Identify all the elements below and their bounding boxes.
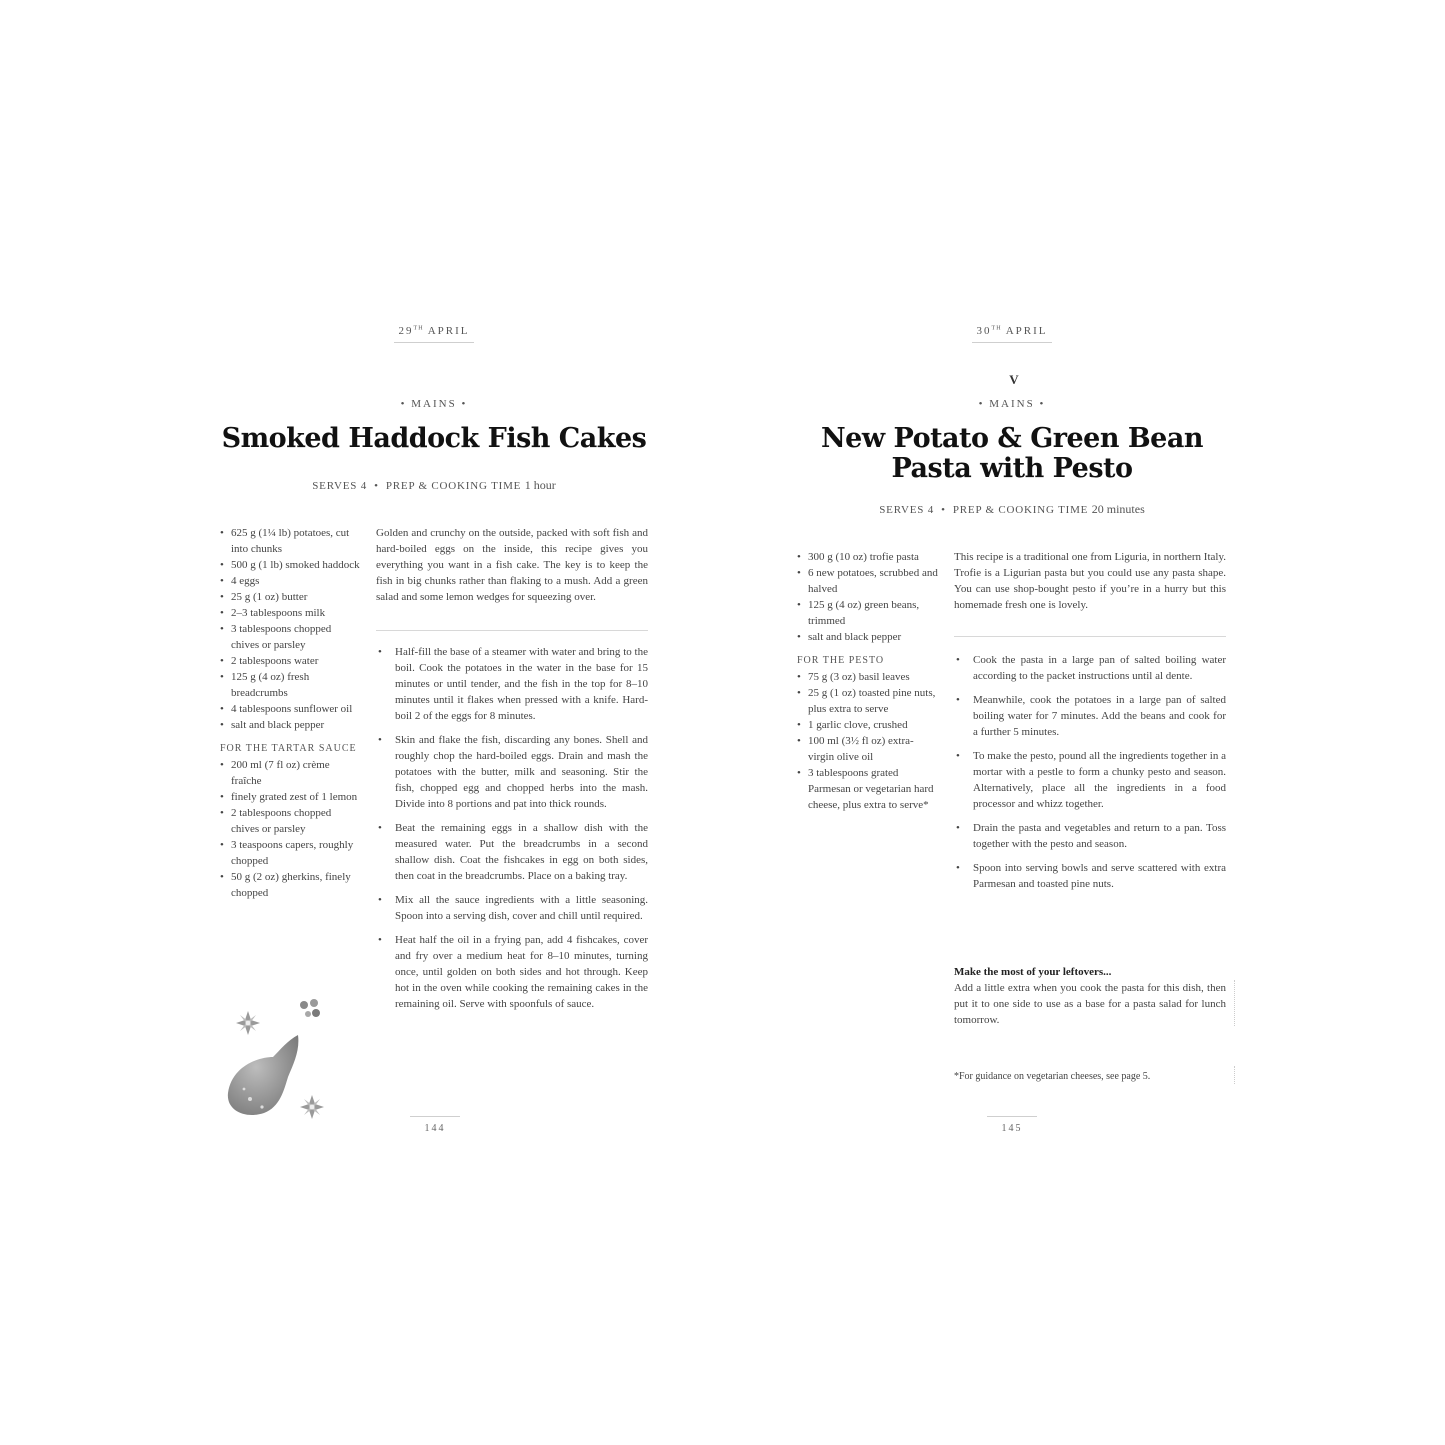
right-meta-separator: • bbox=[941, 504, 946, 516]
ingredient-item: • 625 g (1¼ lb) potatoes, cut into chunks bbox=[220, 525, 360, 557]
ingredient-item: • 25 g (1 oz) butter bbox=[220, 589, 360, 605]
left-recipe-meta bbox=[250, 478, 618, 493]
left-serves: SERVES 4 bbox=[312, 480, 367, 492]
ingredient-item: • 2 tablespoons water bbox=[220, 653, 360, 669]
right-time-value: 20 minutes bbox=[1091, 502, 1145, 516]
left-date-rule bbox=[394, 342, 474, 343]
tartar-sauce-heading: FOR THE TARTAR SAUCE bbox=[220, 743, 357, 754]
right-method-column bbox=[954, 652, 1226, 900]
right-title-line-2: Pasta with Pesto bbox=[891, 453, 1133, 484]
leftovers-box bbox=[954, 964, 1226, 1028]
ingredient-item: • 500 g (1 lb) smoked haddock bbox=[220, 557, 360, 573]
right-intro-rule bbox=[954, 636, 1226, 637]
tartar-sauce-ingredient-list bbox=[220, 757, 360, 901]
ingredient-item: • 125 g (4 oz) fresh breadcrumbs bbox=[220, 669, 360, 701]
ingredient-item: • 3 tablespoons grated Parmesan or vegetarian hard cheese, plus extra to serve* bbox=[797, 765, 939, 813]
flower-icon bbox=[300, 1095, 324, 1119]
ingredient-item: • 200 ml (7 fl oz) crème fraîche bbox=[220, 757, 360, 789]
pesto-ingredient-list bbox=[797, 669, 939, 813]
left-method-list bbox=[376, 644, 648, 1012]
right-date-rule bbox=[972, 342, 1052, 343]
left-time-label: PREP & COOKING TIME bbox=[385, 480, 522, 492]
ingredient-item: • 4 tablespoons sunflower oil bbox=[220, 701, 360, 717]
ingredient-item: • 4 eggs bbox=[220, 573, 360, 589]
right-page-number: 145 bbox=[1001, 1123, 1023, 1134]
right-date-suffix: TH bbox=[991, 325, 1002, 332]
left-date-month: APRIL bbox=[427, 325, 470, 337]
ingredient-item: • 3 teaspoons capers, roughly chopped bbox=[220, 837, 360, 869]
method-step: • Drain the pasta and vegetables and return to a pan. Toss together with the pesto and season. bbox=[954, 820, 1226, 852]
right-date-day: 30 bbox=[976, 325, 992, 337]
left-category: • MAINS • bbox=[400, 398, 468, 410]
ingredient-item: • 75 g (3 oz) basil leaves bbox=[797, 669, 939, 685]
right-serves: SERVES 4 bbox=[879, 504, 934, 516]
pear-and-flowers-illustration bbox=[218, 995, 338, 1125]
method-step: • Mix all the sauce ingredients with a little seasoning. Spoon into a serving dish, cover and chill until required. bbox=[376, 892, 648, 924]
ingredient-item: • 1 garlic clove, crushed bbox=[797, 717, 939, 733]
vegetarian-badge: V bbox=[1009, 372, 1019, 387]
ingredient-item: • 2–3 tablespoons milk bbox=[220, 605, 360, 621]
leftovers-text: Add a little extra when you cook the pasta for this dish, then put it to one side to use as a base for a pasta salad for lunch tomorrow. bbox=[954, 982, 1226, 1026]
method-step: • Cook the pasta in a large pan of salted boiling water according to the packet instructions until al dente. bbox=[954, 652, 1226, 684]
right-folio-rule bbox=[987, 1116, 1037, 1117]
method-step: • Skin and flake the fish, discarding any bones. Shell and roughly chop the hard-boiled eggs. Drain and mash the potatoes with the butter, milk and seasoning. Stir the fish, chopped egg and chopped herbs into the mash. Divide into 8 portions and pat into thick rounds. bbox=[376, 732, 648, 812]
right-recipe-title bbox=[770, 424, 1254, 484]
ingredient-item: • salt and black pepper bbox=[797, 629, 939, 645]
leftovers-side-rule bbox=[1234, 980, 1236, 1026]
footnote-side-rule bbox=[1234, 1066, 1236, 1084]
berries-icon bbox=[300, 999, 320, 1017]
method-step: • Spoon into serving bowls and serve scattered with extra Parmesan and toasted pine nuts. bbox=[954, 860, 1226, 892]
left-ingredients-column bbox=[220, 525, 360, 901]
ingredient-item: • salt and black pepper bbox=[220, 717, 360, 733]
ingredient-item: • 50 g (2 oz) gherkins, finely chopped bbox=[220, 869, 360, 901]
method-step: • To make the pesto, pound all the ingredients together in a mortar with a pestle to form a chunky pesto and season. Alternatively, place all the ingredients in a food processor and whizz together. bbox=[954, 748, 1226, 812]
leftovers-title: Make the most of your leftovers... bbox=[954, 966, 1112, 978]
ingredient-item: • 125 g (4 oz) green beans, trimmed bbox=[797, 597, 939, 629]
ingredient-item: • 100 ml (3½ fl oz) extra-virgin olive oil bbox=[797, 733, 939, 765]
flower-icon bbox=[236, 1011, 260, 1035]
right-date-month: APRIL bbox=[1005, 325, 1048, 337]
method-step: • Beat the remaining eggs in a shallow dish with the measured water. Put the breadcrumbs in a second shallow dish. Coat the fishcakes in egg on both sides, then coat in the breadcrumbs. Place on a baking tray. bbox=[376, 820, 648, 884]
right-recipe-meta bbox=[812, 502, 1212, 517]
ingredient-item: • 6 new potatoes, scrubbed and halved bbox=[797, 565, 939, 597]
left-date-suffix: TH bbox=[413, 325, 424, 332]
right-method-list bbox=[954, 652, 1226, 892]
left-ingredient-list bbox=[220, 525, 360, 733]
pear-icon bbox=[228, 1035, 299, 1115]
left-date-day: 29 bbox=[398, 325, 414, 337]
left-intro-rule bbox=[376, 630, 648, 631]
pesto-heading: FOR THE PESTO bbox=[797, 655, 885, 666]
right-date-header bbox=[962, 325, 1062, 337]
right-title-line-1: New Potato & Green Bean bbox=[820, 423, 1203, 454]
ingredient-item: • 3 tablespoons chopped chives or parsley bbox=[220, 621, 360, 653]
left-intro-paragraph: Golden and crunchy on the outside, packed with soft fish and hard-boiled eggs on the inside, this recipe gives you everything you want in a fish cake. The key is to keep the fish in big chunks rather than flaking to a mush. Add a green salad and some lemon wedges for squeezing over. bbox=[376, 527, 648, 603]
left-page-number: 144 bbox=[424, 1123, 446, 1134]
method-step: • Heat half the oil in a frying pan, add 4 fishcakes, cover and fry over a medium heat for 8–10 minutes, turning once, until golden on both sides and hot through. Keep hot in the oven while cooking the remaining cakes in the remaining oil. Serve with spoonfuls of sauce. bbox=[376, 932, 648, 1012]
vegetarian-footnote: *For guidance on vegetarian cheeses, see page 5. bbox=[954, 1071, 1151, 1082]
method-step: • Meanwhile, cook the potatoes in a large pan of salted boiling water for 7 minutes. Add the beans and cook for a further 5 minutes. bbox=[954, 692, 1226, 740]
right-category: • MAINS • bbox=[978, 398, 1046, 410]
left-meta-separator: • bbox=[374, 480, 379, 492]
left-time-value: 1 hour bbox=[524, 478, 556, 492]
left-method-column bbox=[376, 644, 648, 1020]
left-recipe-title: Smoked Haddock Fish Cakes bbox=[221, 423, 647, 454]
left-date-header bbox=[384, 325, 484, 337]
right-time-label: PREP & COOKING TIME bbox=[952, 504, 1089, 516]
ingredient-item: • 25 g (1 oz) toasted pine nuts, plus extra to serve bbox=[797, 685, 939, 717]
right-ingredients-column bbox=[797, 549, 939, 813]
ingredient-item: • 2 tablespoons chopped chives or parsley bbox=[220, 805, 360, 837]
left-folio-rule bbox=[410, 1116, 460, 1117]
method-step: • Half-fill the base of a steamer with water and bring to the boil. Cook the potatoes in the water in the base for 15 minutes or until tender, and the fish in the top for 8–10 minutes until it flakes when pressed with a knife. Hard-boil 2 of the eggs for 8 minutes. bbox=[376, 644, 648, 724]
right-intro-paragraph: This recipe is a traditional one from Liguria, in northern Italy. Trofie is a Ligurian pasta but you could use any pasta shape. You can use shop-bought pesto if you’re in a hurry but this homemade fresh one is lovely. bbox=[954, 551, 1226, 611]
right-ingredient-list bbox=[797, 549, 939, 645]
ingredient-item: • 300 g (10 oz) trofie pasta bbox=[797, 549, 939, 565]
ingredient-item: • finely grated zest of 1 lemon bbox=[220, 789, 360, 805]
